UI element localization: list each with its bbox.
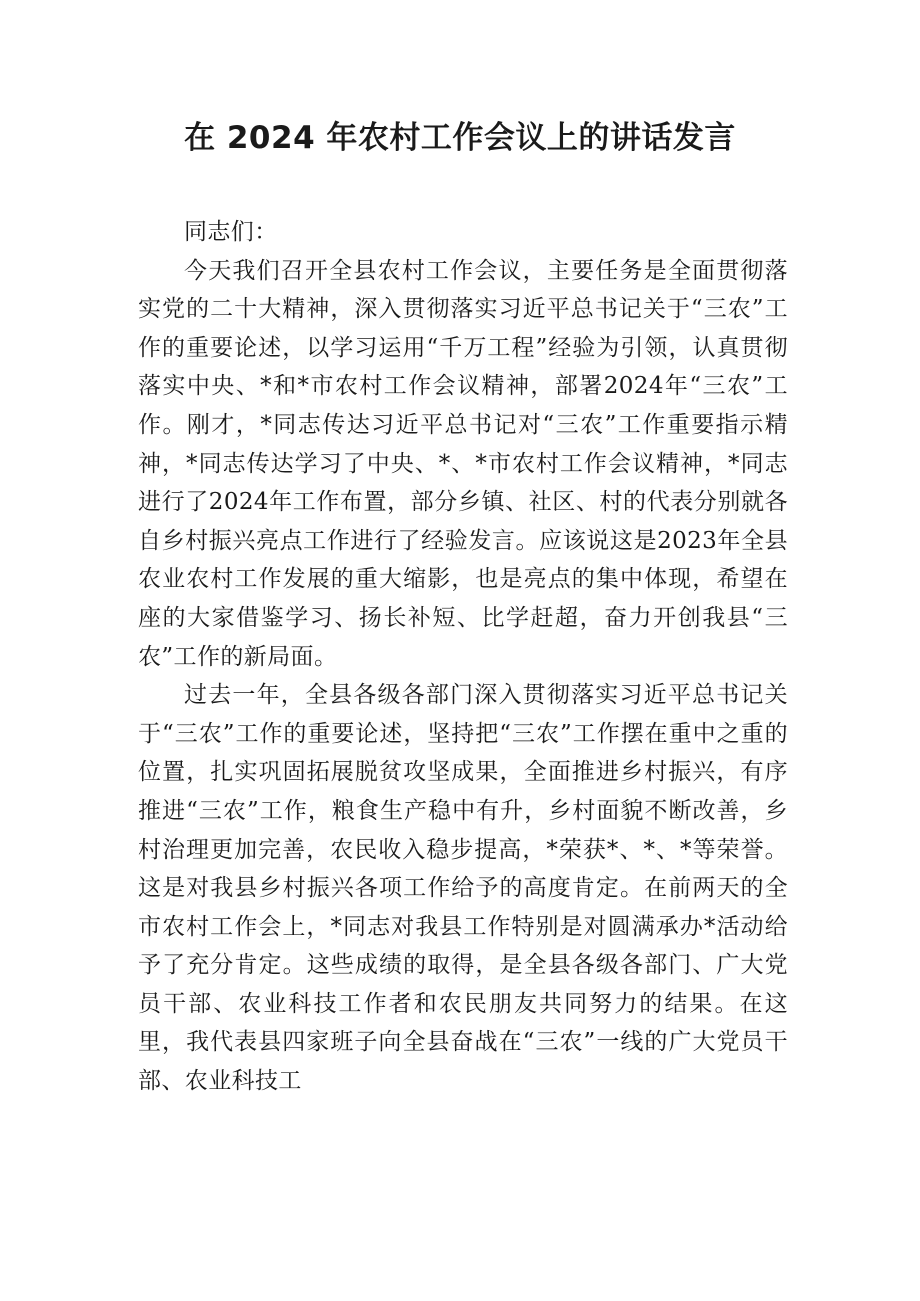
document-title: 在 2024 年农村工作会议上的讲话发言 — [184, 120, 736, 156]
salutation: 同志们： — [184, 219, 278, 245]
paragraph-1: 今天我们召开全县农村工作会议，主要任务是全面贯彻落实党的二十大精神，深入贯彻落实习近平总书记关于“三农”工作的重要论述，以学习运用“千万工程”经验为引领，认真贯彻落实中央、*和*市农村工作会议精神，部署2024年“三农”工作。刚才，*同志传达习近平总书记对“三农”工作重要指示精神，*同志传达学习了中央、*、*市农村工作会议精神，*同志进行了2024年工作布置，部分乡镇、社区、村的代表分别就各自乡村振兴亮点工作进行了经验发言。应该说这是2023年全县农业农村工作发展的重大缩影，也是亮点的集中体现，希望在座的大家借鉴学习、扬长补短、比学赶超，奋力开创我县“三农”工作的新局面。 — [138, 257, 788, 670]
document-body — [138, 213, 788, 1101]
paragraph-2: 过去一年，全县各级各部门深入贯彻落实习近平总书记关于“三农”工作的重要论述，坚持把“三农”工作摆在重中之重的位置，扎实巩固拓展脱贫攻坚成果，全面推进乡村振兴，有序推进“三农”工作，粮食生产稳中有升，乡村面貌不断改善，乡村治理更加完善，农民收入稳步提高，*荣获*、*、*等荣誉。这是对我县乡村振兴各项工作给予的高度肯定。在前两天的全市农村工作会上，*同志对我县工作特别是对圆满承办*活动给予了充分肯定。这些成绩的取得，是全县各级各部门、广大党员干部、农业科技工作者和农民朋友共同努力的结果。在这里，我代表县四家班子向全县奋战在“三农”一线的广大党员干部、农业科技工 — [138, 682, 788, 1095]
